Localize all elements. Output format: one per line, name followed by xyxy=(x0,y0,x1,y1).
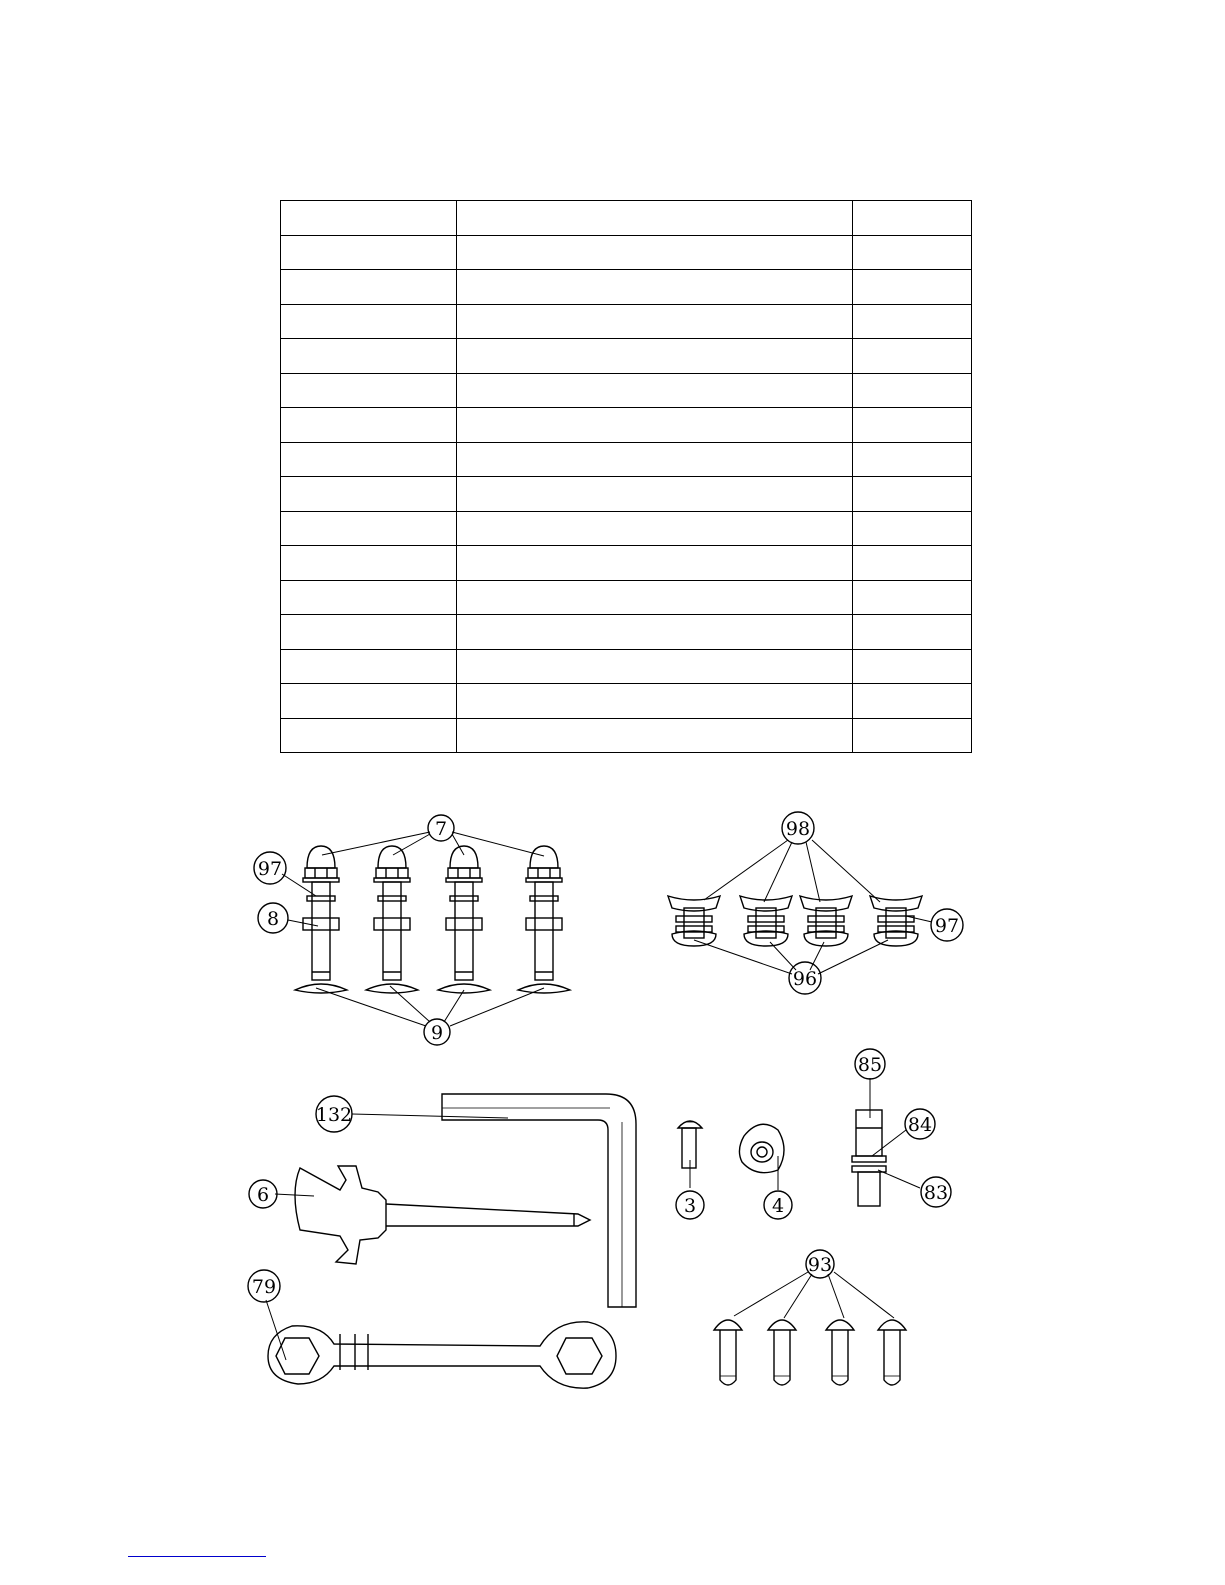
svg-text:79: 79 xyxy=(251,1276,277,1298)
cap-assembly-set xyxy=(668,896,922,946)
svg-text:96: 96 xyxy=(792,968,818,990)
knob-assembly-drawing xyxy=(852,1110,886,1206)
screw-93 xyxy=(768,1320,796,1385)
callout-9 xyxy=(424,1019,450,1045)
svg-text:8: 8 xyxy=(266,908,280,930)
callout-97-left xyxy=(254,852,286,884)
box-wrench-drawing xyxy=(268,1322,616,1388)
svg-text:97: 97 xyxy=(934,915,960,937)
callout-93 xyxy=(806,1250,834,1278)
svg-text:98: 98 xyxy=(785,818,811,840)
bolt-assembly xyxy=(438,846,490,993)
callout-8 xyxy=(258,903,288,933)
screw-93 xyxy=(878,1320,906,1385)
callout-96 xyxy=(789,962,821,994)
cap-assembly xyxy=(668,896,720,946)
callout-85 xyxy=(855,1049,885,1079)
svg-text:4: 4 xyxy=(771,1195,785,1217)
callout-79 xyxy=(248,1270,280,1302)
bolt-assembly xyxy=(518,846,570,993)
screw-93 xyxy=(826,1320,854,1385)
svg-text:84: 84 xyxy=(907,1114,933,1136)
callout-7 xyxy=(428,815,454,841)
bolt-assembly xyxy=(366,846,418,993)
cap-assembly xyxy=(800,896,852,946)
bolt-assembly-set xyxy=(295,846,570,993)
svg-text:83: 83 xyxy=(923,1182,949,1204)
svg-text:93: 93 xyxy=(807,1254,833,1276)
callout-6 xyxy=(249,1180,277,1208)
cap-assembly xyxy=(870,896,922,946)
callout-98 xyxy=(782,812,814,844)
callout-4 xyxy=(764,1191,792,1219)
spanner-tool-drawing xyxy=(295,1166,590,1264)
bolt-assembly xyxy=(295,846,347,993)
callout-132 xyxy=(316,1096,352,1132)
callout-83 xyxy=(921,1177,951,1207)
allen-key-drawing xyxy=(442,1094,636,1307)
footer-rule xyxy=(128,1556,266,1557)
svg-text:9: 9 xyxy=(430,1022,444,1044)
callout-3 xyxy=(676,1191,704,1219)
svg-text:7: 7 xyxy=(434,818,448,840)
svg-text:3: 3 xyxy=(683,1195,697,1217)
callout-84 xyxy=(905,1109,935,1139)
svg-text:6: 6 xyxy=(256,1184,270,1206)
nut-4-drawing xyxy=(739,1124,784,1172)
callout-97-right xyxy=(931,909,963,941)
screw-93-set xyxy=(714,1320,906,1385)
svg-text:132: 132 xyxy=(315,1104,353,1126)
cap-assembly xyxy=(740,896,792,946)
svg-text:97: 97 xyxy=(257,858,283,880)
svg-text:85: 85 xyxy=(857,1054,883,1076)
screw-93 xyxy=(714,1320,742,1385)
